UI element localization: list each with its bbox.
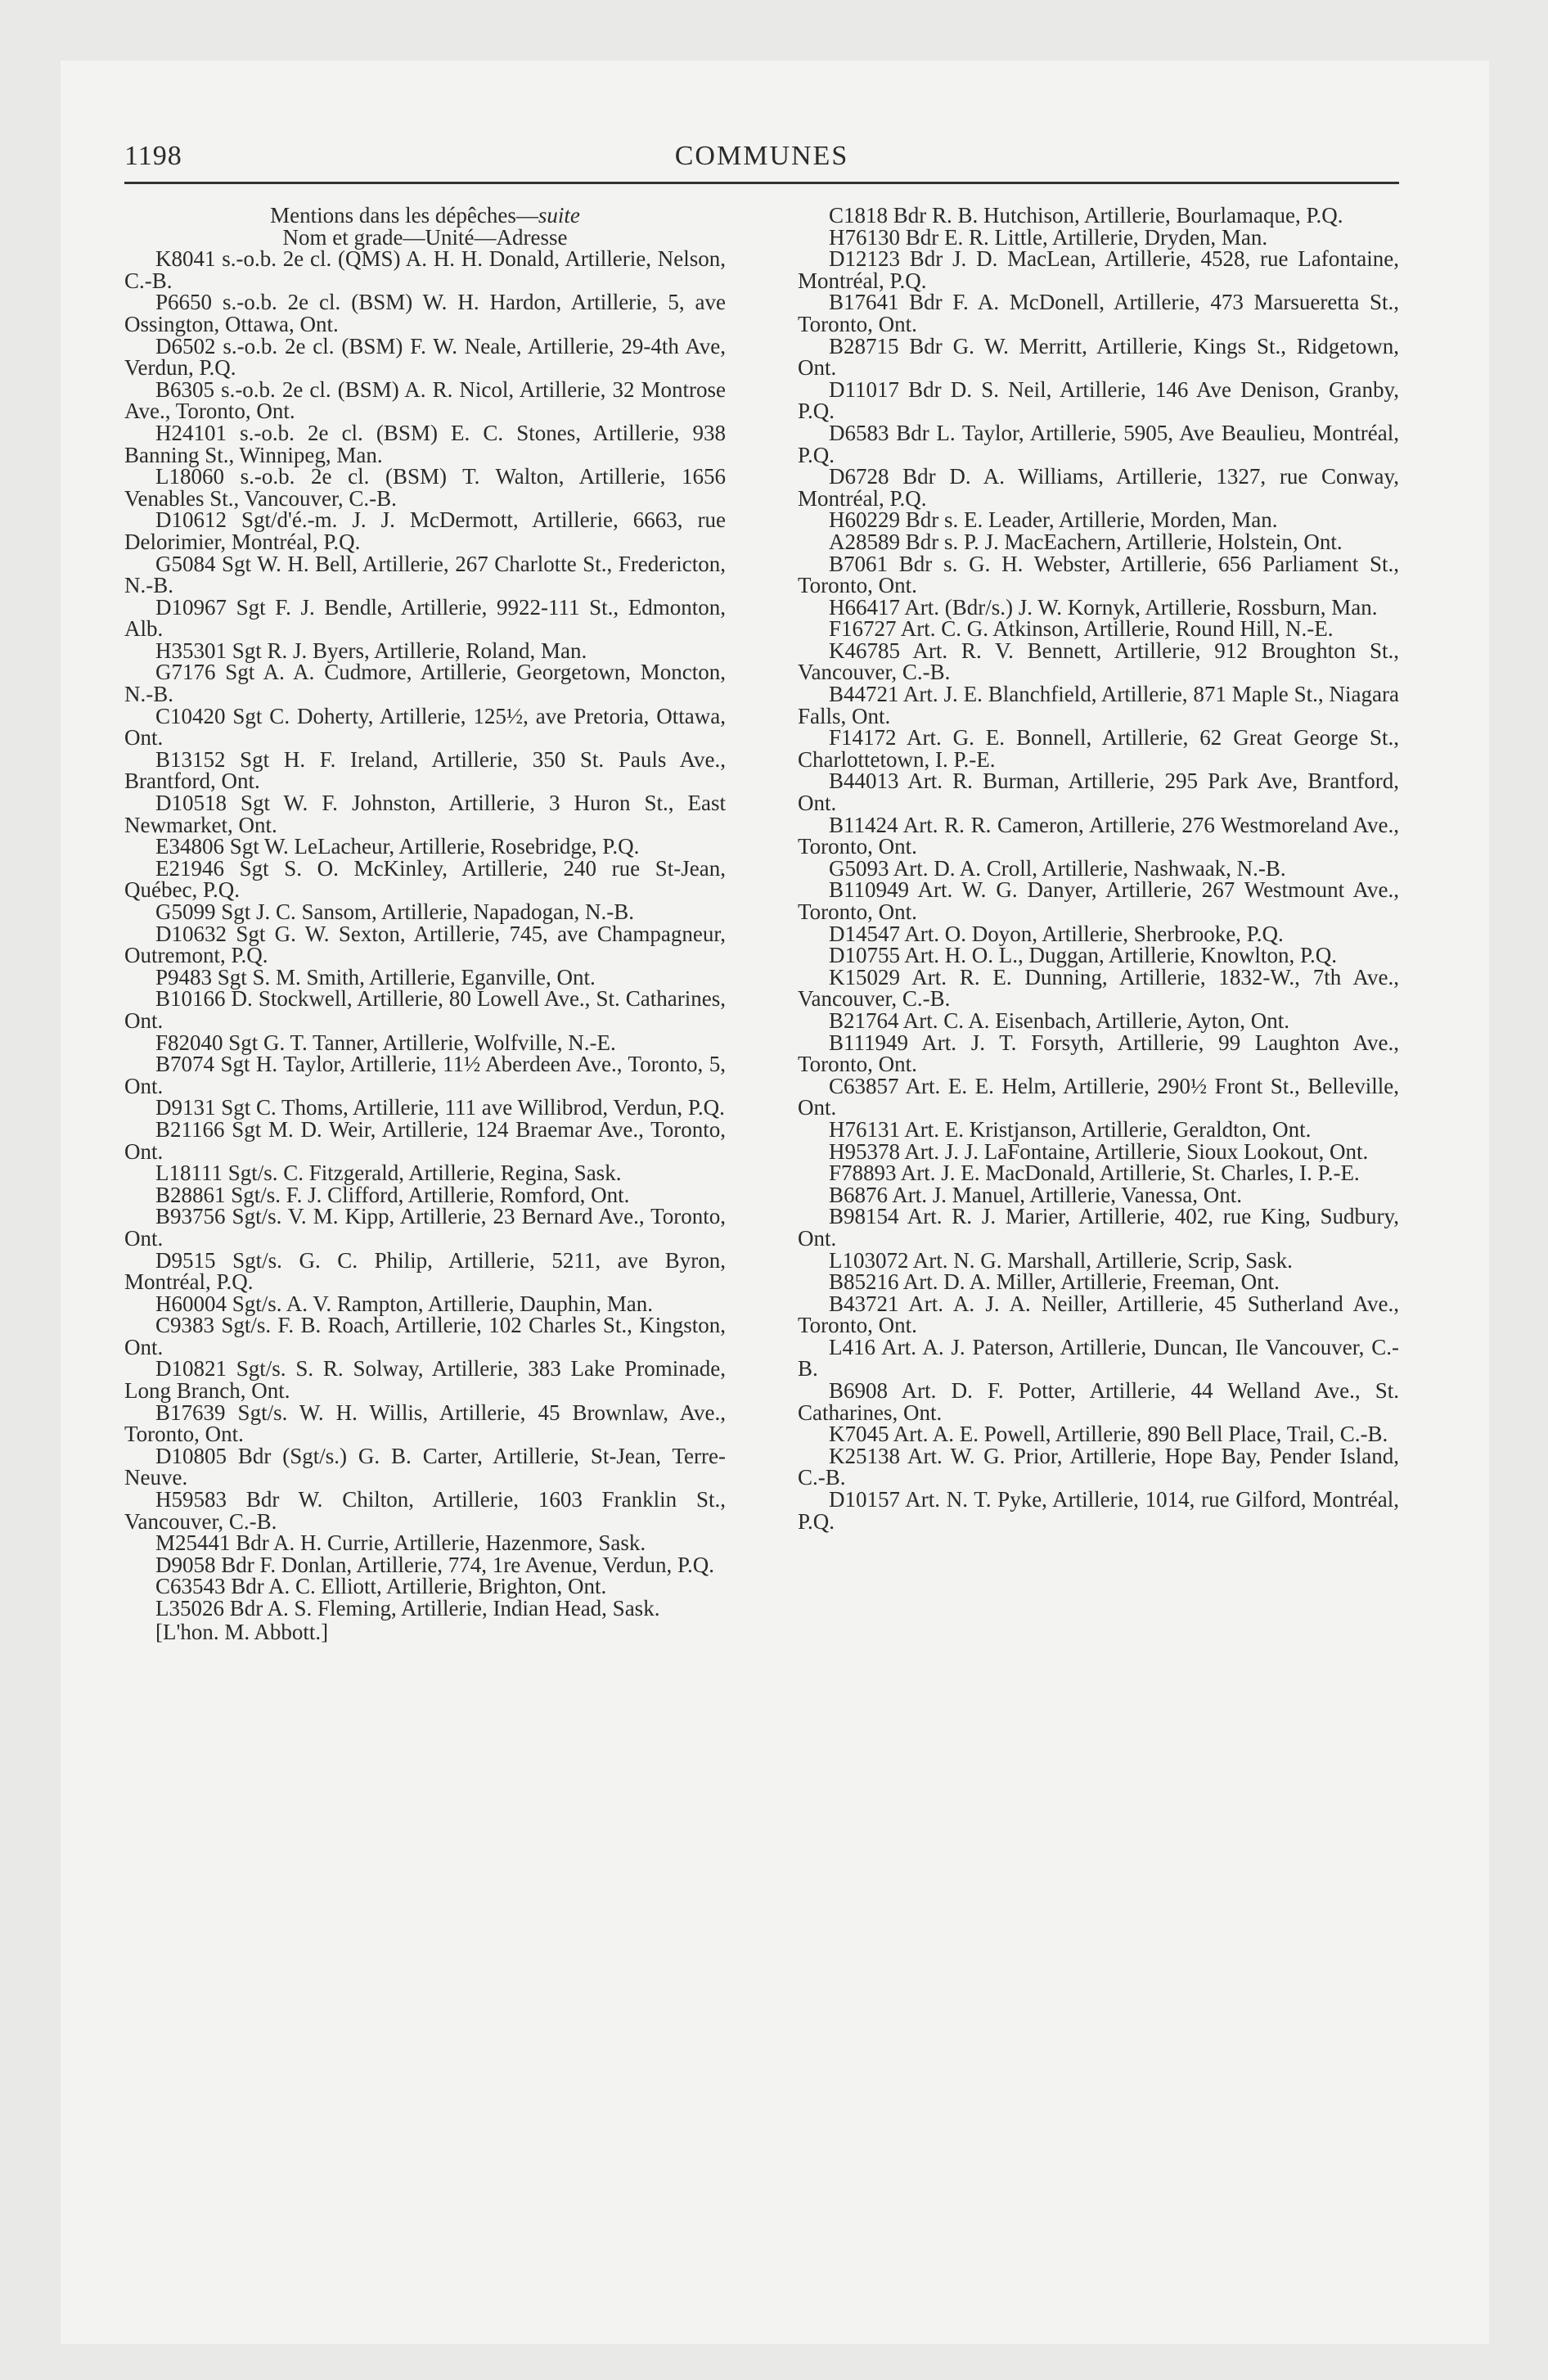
list-item: H60229 Bdr s. E. Leader, Artillerie, Morden, Man. bbox=[829, 507, 1278, 533]
section-title: COMMUNES bbox=[674, 141, 849, 171]
list-item: B7074 Sgt H. Taylor, Artillerie, 11½ Aberdeen Ave., Toronto, 5, Ont. bbox=[124, 1052, 726, 1098]
list-item: L416 Art. A. J. Paterson, Artillerie, Duncan, Ile Vancouver, C.-B. bbox=[798, 1334, 1399, 1382]
list-item: D10518 Sgt W. F. Johnston, Artillerie, 3 Huron St., East Newmarket, Ont. bbox=[124, 791, 726, 837]
list-item: H24101 s.-o.b. 2e cl. (BSM) E. C. Stones, Artillerie, 938 Banning St., Winnipeg, Man. bbox=[124, 420, 726, 467]
right-entry-list bbox=[798, 205, 1399, 1532]
list-item: D9131 Sgt C. Thoms, Artillerie, 111 ave Willibrod, Verdun, P.Q. bbox=[155, 1095, 725, 1120]
list-item: B98154 Art. R. J. Marier, Artillerie, 402, rue King, Sudbury, Ont. bbox=[798, 1204, 1399, 1251]
list-item: M25441 Bdr A. H. Currie, Artillerie, Hazenmore, Sask. bbox=[155, 1530, 646, 1556]
list-item: H35301 Sgt R. J. Byers, Artillerie, Roland, Man. bbox=[155, 638, 587, 663]
list-item: D10157 Art. N. T. Pyke, Artillerie, 1014, rue Gilford, Montréal, P.Q. bbox=[798, 1487, 1399, 1534]
list-item: B85216 Art. D. A. Miller, Artillerie, Freeman, Ont. bbox=[829, 1269, 1280, 1295]
list-item: B111949 Art. J. T. Forsyth, Artillerie, 99 Laughton Ave., Toronto, Ont. bbox=[798, 1030, 1399, 1077]
list-item: B44721 Art. J. E. Blanchfield, Artillerie, 871 Maple St., Niagara Falls, Ont. bbox=[798, 682, 1399, 728]
list-item: B44013 Art. R. Burman, Artillerie, 295 Park Ave, Brantford, Ont. bbox=[798, 769, 1399, 816]
list-item: H95378 Art. J. J. LaFontaine, Artillerie, Sioux Lookout, Ont. bbox=[829, 1138, 1369, 1164]
list-item: K7045 Art. A. E. Powell, Artillerie, 890 Bell Place, Trail, C.-B. bbox=[829, 1422, 1388, 1447]
list-item: D6502 s.-o.b. 2e cl. (BSM) F. W. Neale, Artillerie, 29-4th Ave, Verdun, P.Q. bbox=[124, 333, 726, 381]
column-subheading: Nom et grade—Unité—Adresse bbox=[282, 224, 568, 250]
column-heading bbox=[124, 205, 726, 227]
list-item: D10821 Sgt/s. S. R. Solway, Artillerie, 383 Lake Prominade, Long Branch, Ont. bbox=[124, 1356, 726, 1404]
list-item: D10805 Bdr (Sgt/s.) G. B. Carter, Artillerie, St-Jean, Terre-Neuve. bbox=[124, 1443, 726, 1490]
list-item: K15029 Art. R. E. Dunning, Artillerie, 1832-W., 7th Ave., Vancouver, C.-B. bbox=[798, 964, 1399, 1012]
list-item: L18060 s.-o.b. 2e cl. (BSM) T. Walton, Artillerie, 1656 Venables St., Vancouver, C.-B. bbox=[124, 464, 726, 511]
list-item: B28715 Bdr G. W. Merritt, Artillerie, Kings St., Ridgetown, Ont. bbox=[798, 333, 1399, 381]
list-item: F16727 Art. C. G. Atkinson, Artillerie, Round Hill, N.-E. bbox=[829, 616, 1334, 642]
left-entry-list bbox=[124, 248, 726, 1619]
list-item: F14172 Art. G. E. Bonnell, Artillerie, 62 Great George St., Charlottetown, I. P.-E. bbox=[798, 725, 1399, 772]
list-item: B43721 Art. A. J. A. Neiller, Artillerie, 45 Sutherland Ave., Toronto, Ont. bbox=[798, 1291, 1399, 1338]
list-item: L103072 Art. N. G. Marshall, Artillerie, Scrip, Sask. bbox=[829, 1247, 1293, 1273]
list-item: G7176 Sgt A. A. Cudmore, Artillerie, Georgetown, Moncton, N.-B. bbox=[124, 660, 726, 707]
list-item: B21764 Art. C. A. Eisenbach, Artillerie, Ayton, Ont. bbox=[829, 1007, 1289, 1033]
list-item: D6728 Bdr D. A. Williams, Artillerie, 1327, rue Conway, Montréal, P.Q. bbox=[798, 464, 1399, 511]
list-item: D9515 Sgt/s. G. C. Philip, Artillerie, 5211, ave Byron, Montréal, P.Q. bbox=[124, 1247, 726, 1295]
list-item: F82040 Sgt G. T. Tanner, Artillerie, Wolfville, N.-E. bbox=[155, 1030, 616, 1055]
list-item: C10420 Sgt C. Doherty, Artillerie, 125½, ave Pretoria, Ottawa, Ont. bbox=[124, 703, 726, 751]
list-item: B10166 D. Stockwell, Artillerie, 80 Lowell Ave., St. Catharines, Ont. bbox=[124, 986, 726, 1033]
list-item: C63543 Bdr A. C. Elliott, Artillerie, Brighton, Ont. bbox=[155, 1574, 607, 1599]
list-item: C9383 Sgt/s. F. B. Roach, Artillerie, 102 Charles St., Kingston, Ont. bbox=[124, 1313, 726, 1359]
list-item: K46785 Art. R. V. Bennett, Artillerie, 912 Broughton St., Vancouver, C.-B. bbox=[798, 638, 1399, 685]
list-item: B93756 Sgt/s. V. M. Kipp, Artillerie, 23 Bernard Ave., Toronto, Ont. bbox=[124, 1204, 726, 1251]
list-item: H60004 Sgt/s. A. V. Rampton, Artillerie, Dauphin, Man. bbox=[155, 1291, 654, 1316]
list-item: B110949 Art. W. G. Danyer, Artillerie, 267 Westmount Ave., Toronto, Ont. bbox=[798, 877, 1399, 924]
heading-suite: suite bbox=[538, 203, 580, 228]
list-item: D6583 Bdr L. Taylor, Artillerie, 5905, Ave Beaulieu, Montréal, P.Q. bbox=[798, 420, 1399, 467]
list-item: B7061 Bdr s. G. H. Webster, Artillerie, 656 Parliament St., Toronto, Ont. bbox=[798, 551, 1399, 598]
list-item: D10632 Sgt G. W. Sexton, Artillerie, 745, ave Champagneur, Outremont, P.Q. bbox=[124, 921, 726, 968]
heading-main: Mentions dans les dépêches— bbox=[270, 203, 538, 228]
list-item: C63857 Art. E. E. Helm, Artillerie, 290½ Front St., Belleville, Ont. bbox=[798, 1073, 1399, 1120]
list-item: F78893 Art. J. E. MacDonald, Artillerie, St. Charles, I. P.-E. bbox=[829, 1161, 1360, 1186]
list-item: D10612 Sgt/d'é.-m. J. J. McDermott, Artillerie, 6663, rue Delorimier, Montréal, P.Q. bbox=[124, 507, 726, 554]
list-item: B11424 Art. R. R. Cameron, Artillerie, 276 Westmoreland Ave., Toronto, Ont. bbox=[798, 812, 1399, 859]
left-column bbox=[124, 205, 726, 1643]
list-item: B17639 Sgt/s. W. H. Willis, Artillerie, 45 Brownlaw, Ave., Toronto, Ont. bbox=[124, 1400, 726, 1447]
list-item: B6305 s.-o.b. 2e cl. (BSM) A. R. Nicol, Artillerie, 32 Montrose Ave., Toronto, Ont. bbox=[124, 376, 726, 424]
list-item: G5099 Sgt J. C. Sansom, Artillerie, Napadogan, N.-B. bbox=[155, 899, 634, 924]
list-item: P6650 s.-o.b. 2e cl. (BSM) W. H. Hardon, Artillerie, 5, ave Ossington, Ottawa, Ont. bbox=[124, 290, 726, 336]
list-item: C1818 Bdr R. B. Hutchison, Artillerie, Bourlamaque, P.Q. bbox=[829, 203, 1343, 228]
list-item: D10755 Art. H. O. L., Duggan, Artillerie, Knowlton, P.Q. bbox=[829, 943, 1337, 968]
list-item: B6908 Art. D. F. Potter, Artillerie, 44 Welland Ave., St. Catharines, Ont. bbox=[798, 1378, 1399, 1425]
list-item: H76131 Art. E. Kristjanson, Artillerie, Geraldton, Ont. bbox=[829, 1116, 1312, 1142]
page-number: 1198 bbox=[124, 141, 182, 171]
list-item: H76130 Bdr E. R. Little, Artillerie, Dryden, Man. bbox=[829, 224, 1268, 250]
list-item: G5093 Art. D. A. Croll, Artillerie, Nashwaak, N.-B. bbox=[829, 855, 1286, 881]
list-item: D12123 Bdr J. D. MacLean, Artillerie, 4528, rue Lafontaine, Montréal, P.Q. bbox=[798, 246, 1399, 293]
list-item: B21166 Sgt M. D. Weir, Artillerie, 124 Braemar Ave., Toronto, Ont. bbox=[124, 1116, 726, 1164]
list-item: B13152 Sgt H. F. Ireland, Artillerie, 350 St. Pauls Ave., Brantford, Ont. bbox=[124, 746, 726, 794]
list-item: E34806 Sgt W. LeLacheur, Artillerie, Rosebridge, P.Q. bbox=[155, 834, 640, 859]
list-item: H66417 Art. (Bdr/s.) J. W. Kornyk, Artillerie, Rossburn, Man. bbox=[829, 594, 1378, 620]
running-head bbox=[124, 141, 1399, 182]
header-rule bbox=[124, 182, 1399, 184]
list-item: L18111 Sgt/s. C. Fitzgerald, Artillerie, Regina, Sask. bbox=[155, 1161, 622, 1186]
list-item: G5084 Sgt W. H. Bell, Artillerie, 267 Charlotte St., Fredericton, N.-B. bbox=[124, 551, 726, 598]
list-item: P9483 Sgt S. M. Smith, Artillerie, Eganville, Ont. bbox=[155, 964, 596, 989]
list-item: B17641 Bdr F. A. McDonell, Artillerie, 473 Marsueretta St., Toronto, Ont. bbox=[798, 290, 1399, 336]
list-item: B28861 Sgt/s. F. J. Clifford, Artillerie, Romford, Ont. bbox=[155, 1182, 630, 1207]
list-item: D14547 Art. O. Doyon, Artillerie, Sherbrooke, P.Q. bbox=[829, 921, 1284, 946]
list-item: D10967 Sgt F. J. Bendle, Artillerie, 9922-111 St., Edmonton, Alb. bbox=[124, 594, 726, 642]
signature: [L'hon. M. Abbott.] bbox=[155, 1619, 329, 1644]
list-item: E21946 Sgt S. O. McKinley, Artillerie, 240 rue St-Jean, Québec, P.Q. bbox=[124, 855, 726, 903]
list-item: D9058 Bdr F. Donlan, Artillerie, 774, 1re Avenue, Verdun, P.Q. bbox=[155, 1552, 715, 1577]
list-item: L35026 Bdr A. S. Fleming, Artillerie, Indian Head, Sask. bbox=[155, 1596, 660, 1620]
list-item: H59583 Bdr W. Chilton, Artillerie, 1603 Franklin St., Vancouver, C.-B. bbox=[124, 1487, 726, 1534]
list-item: D11017 Bdr D. S. Neil, Artillerie, 146 Ave Denison, Granby, P.Q. bbox=[798, 376, 1399, 424]
list-item: K8041 s.-o.b. 2e cl. (QMS) A. H. H. Donald, Artillerie, Nelson, C.-B. bbox=[124, 246, 726, 293]
list-item: B6876 Art. J. Manuel, Artillerie, Vanessa, Ont. bbox=[829, 1182, 1242, 1207]
list-item: K25138 Art. W. G. Prior, Artillerie, Hope Bay, Pender Island, C.-B. bbox=[798, 1443, 1399, 1490]
right-column bbox=[798, 205, 1399, 1532]
list-item: A28589 Bdr s. P. J. MacEachern, Artillerie, Holstein, Ont. bbox=[829, 529, 1343, 554]
